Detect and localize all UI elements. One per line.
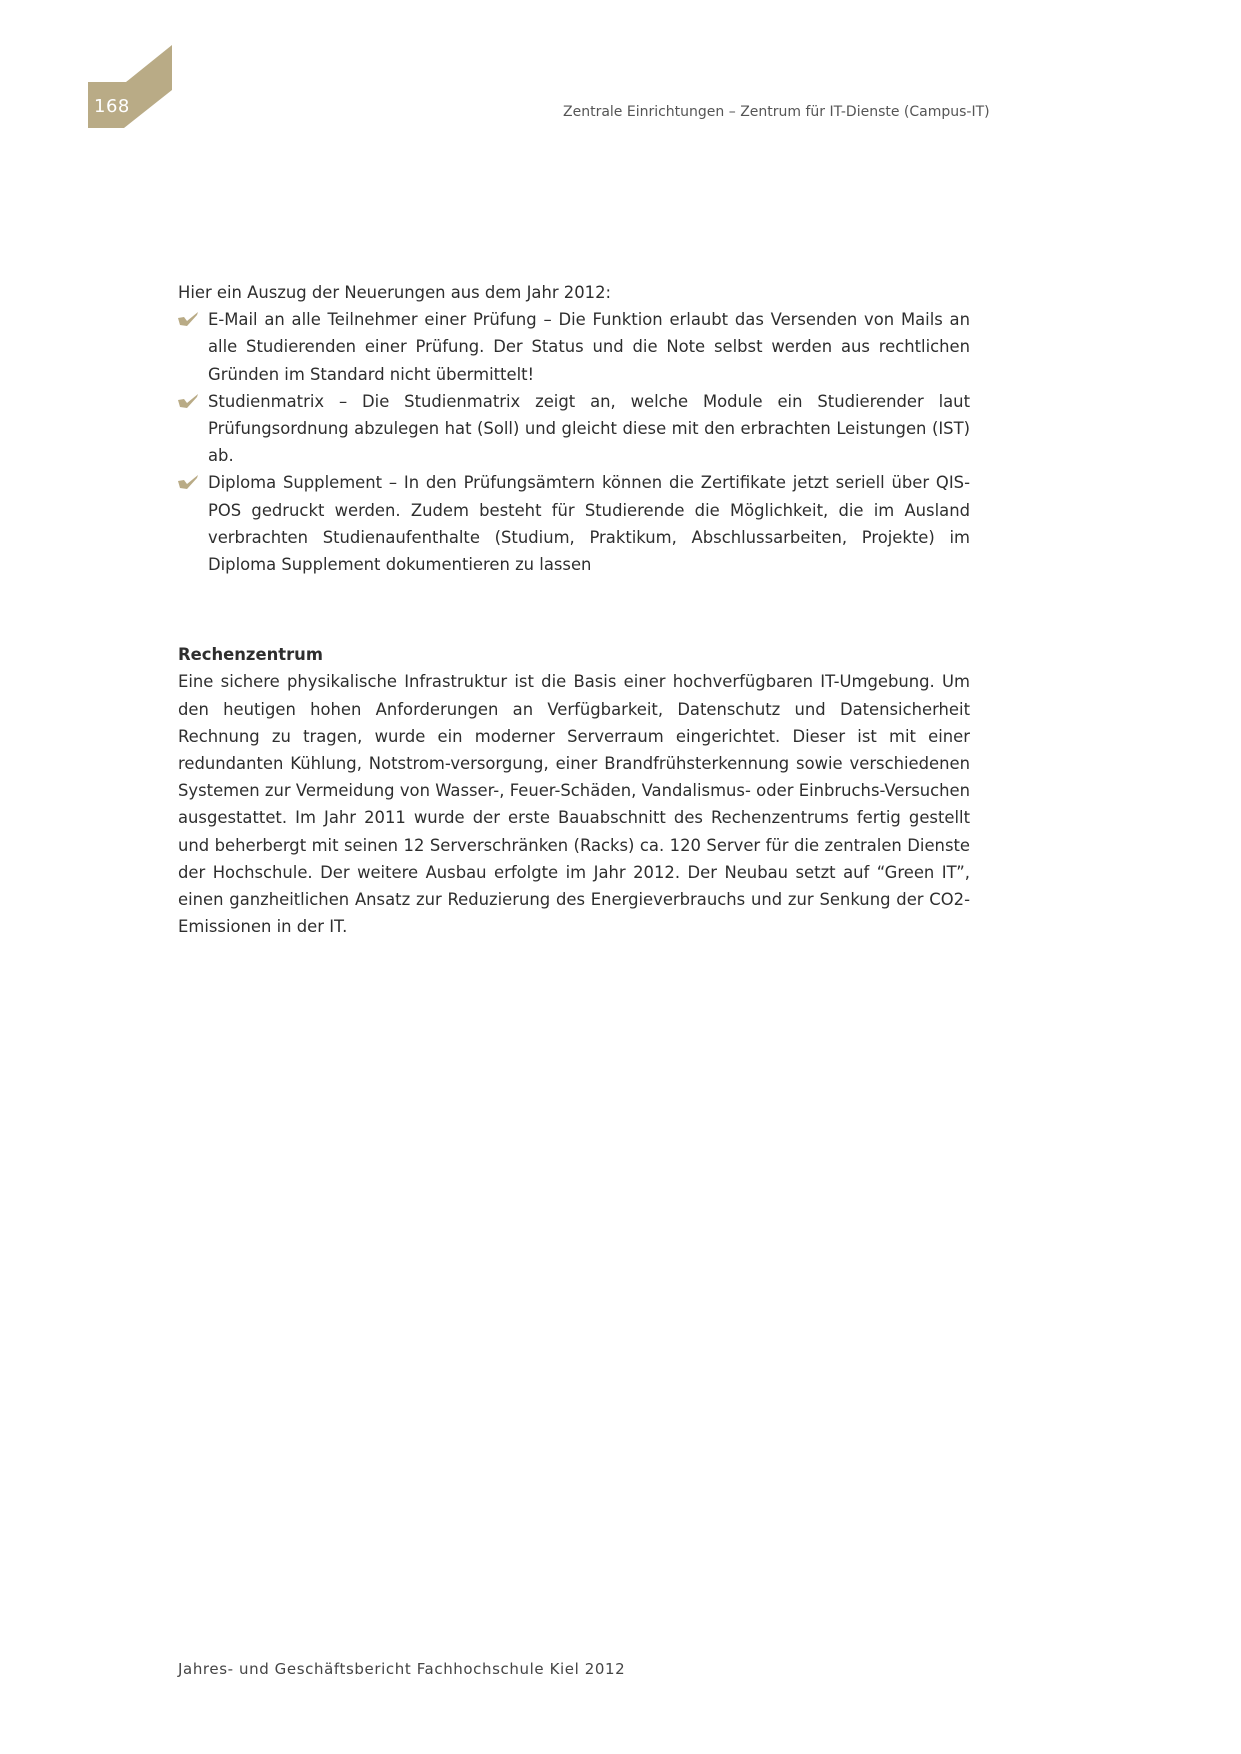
list-item	[178, 469, 970, 578]
main-content	[178, 279, 970, 940]
intro-text: Hier ein Auszug der Neuerungen aus dem Jahr 2012:	[178, 283, 612, 302]
page-number: 168	[94, 96, 130, 117]
check-bullet-icon	[178, 475, 198, 489]
check-bullet-icon	[178, 394, 198, 408]
list-item	[178, 388, 970, 470]
list-item-text: Studienmatrix – Die Studienmatrix zeigt an, welche Module ein Studierender laut Prüfungsordnung abzulegen hat (Soll) und gleicht diese mit den erbrachten Leistungen (IST) ab.	[208, 391, 970, 466]
section-heading: Rechenzentrum	[178, 645, 323, 665]
bullet-list	[178, 306, 970, 578]
list-item	[178, 306, 970, 388]
section-body: Eine sichere physikalische Infrastruktur ist die Basis einer hochverfügbaren IT-Umgebung. Um den heutigen hohen Anforderungen an Verfügbarkeit, Datenschutz und Datensicherheit Rechnung zu tragen, wurde ein moderner Serverraum eingerichtet. Dieser ist mit einer redundanten Kühlung, Notstrom-versorgung, einer Brandfrühsterkennung sowie verschiedenen Systemen zur Vermeidung von Wasser-, Feuer-Schäden, Vandalismus- oder Einbruchs-Versuchen ausgestattet. Im Jahr 2011 wurde der erste Bauabschnitt des Rechenzentrums fertig gestellt und beherbergt mit seinen 12 Serverschränken (Racks) ca. 120 Server für die zentralen Dienste der Hochschule. Der weitere Ausbau erfolgte im Jahr 2012. Der Neubau setzt auf “Green IT”, einen ganzheitlichen Ansatz zur Reduzierung des Energieverbrauchs und zur Senkung der CO2-Emissionen in der IT.	[178, 672, 970, 937]
check-bullet-icon	[178, 312, 198, 326]
list-item-text: Diploma Supplement – In den Prüfungsämtern können die Zertifikate jetzt seriell über QIS-POS gedruckt werden. Zudem besteht für Studierende die Möglichkeit, die im Ausland verbrachten Studienaufenthalte (Studium, Praktikum, Abschlussarbeiten, Projekte) im Diploma Supplement dokumentieren zu lassen	[208, 473, 970, 575]
footer-text: Jahres- und Geschäftsbericht Fachhochschule Kiel 2012	[178, 1660, 626, 1678]
list-item-text: E-Mail an alle Teilnehmer einer Prüfung – Die Funktion erlaubt das Versenden von Mails an alle Studierenden einer Prüfung. Der Status und die Note selbst werden aus rechtlichen Gründen im Standard nicht übermittelt!	[208, 310, 970, 384]
running-header: Zentrale Einrichtungen – Zentrum für IT-Dienste (Campus-IT)	[563, 104, 990, 120]
